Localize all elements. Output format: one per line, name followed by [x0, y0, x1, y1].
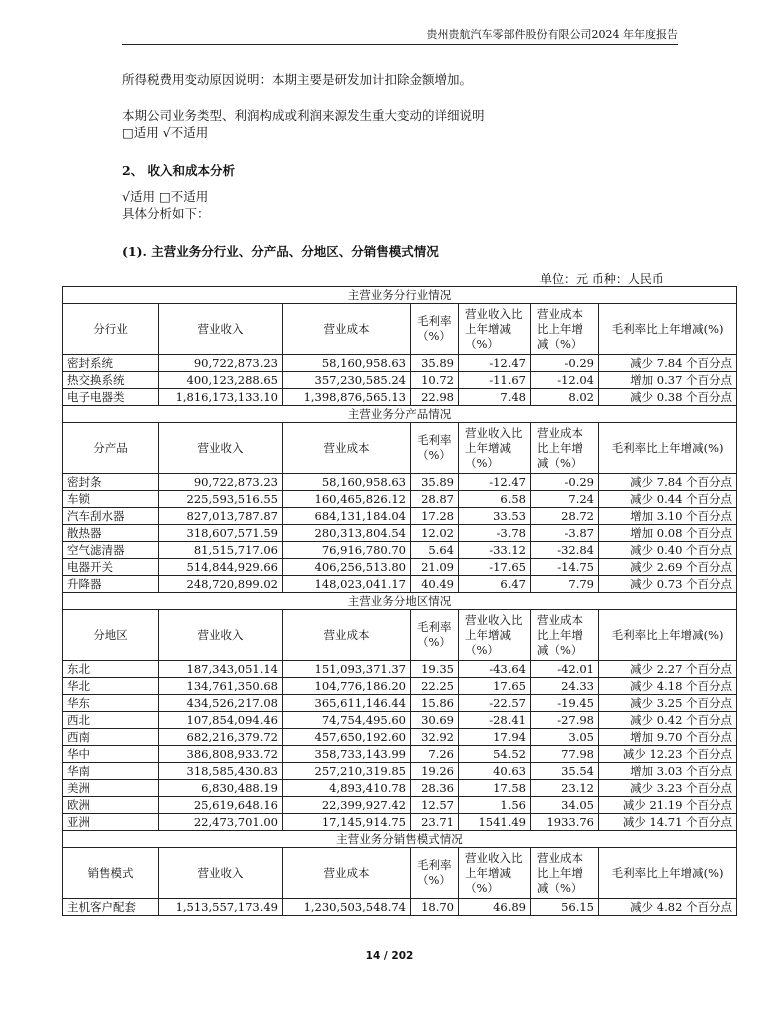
revenue-change-cell: 1.56 — [459, 797, 531, 814]
cost-cell: 365,611,146.44 — [283, 695, 411, 712]
cost-cell: 1,398,876,565.13 — [283, 389, 411, 406]
row-label: 华北 — [63, 678, 159, 695]
revenue-cell: 827,013,787.87 — [159, 508, 283, 525]
revenue-change-cell: -22.57 — [459, 695, 531, 712]
row-label: 车锁 — [63, 491, 159, 508]
revenue-cell: 225,593,516.55 — [159, 491, 283, 508]
margin-change-cell: 减少 7.84 个百分点 — [599, 355, 737, 372]
row-label: 升降器 — [63, 576, 159, 593]
revenue-change-cell: -17.65 — [459, 559, 531, 576]
margin-change-cell: 减少 0.42 个百分点 — [599, 712, 737, 729]
cost-header: 营业成本 — [283, 423, 411, 474]
table-row — [63, 695, 737, 712]
dimension-header: 分行业 — [63, 304, 159, 355]
cost-cell: 684,131,184.04 — [283, 508, 411, 525]
cost-change-cell: -42.01 — [531, 661, 599, 678]
cost-change-cell: -3.87 — [531, 525, 599, 542]
margin-change-cell: 减少 3.23 个百分点 — [599, 780, 737, 797]
cost-cell: 1,230,503,548.74 — [283, 899, 411, 916]
revenue-cell: 1,816,173,133.10 — [159, 389, 283, 406]
revenue-header: 营业收入 — [159, 423, 283, 474]
revenue-cell: 107,854,094.46 — [159, 712, 283, 729]
row-label: 主机客户配套 — [63, 899, 159, 916]
cost-cell: 148,023,041.17 — [283, 576, 411, 593]
cost-change-cell: -0.29 — [531, 355, 599, 372]
revenue-cell: 6,830,488.19 — [159, 780, 283, 797]
cost-change-cell: 56.15 — [531, 899, 599, 916]
dimension-header: 分地区 — [63, 610, 159, 661]
table-row — [63, 661, 737, 678]
table-row — [63, 508, 737, 525]
subsection-title: (1). 主营业务分行业、分产品、分地区、分销售模式情况 — [122, 244, 439, 259]
margin-cell: 32.92 — [411, 729, 459, 746]
margin-cell: 35.89 — [411, 355, 459, 372]
revenue-change-cell: 1541.49 — [459, 814, 531, 831]
revenue-change-cell: -43.64 — [459, 661, 531, 678]
margin-header: 毛利率（%） — [411, 848, 459, 899]
cost-change-cell: 24.33 — [531, 678, 599, 695]
row-label: 密封条 — [63, 474, 159, 491]
cost-change-cell: 35.54 — [531, 763, 599, 780]
margin-cell: 21.09 — [411, 559, 459, 576]
cost-change-cell: -27.98 — [531, 712, 599, 729]
margin-cell: 10.72 — [411, 372, 459, 389]
analysis-intro: 具体分析如下： — [122, 206, 210, 221]
revenue-change-cell: 17.58 — [459, 780, 531, 797]
dimension-header: 销售模式 — [63, 848, 159, 899]
cost-header: 营业成本 — [283, 610, 411, 661]
table-row — [63, 559, 737, 576]
margin-change-cell: 减少 7.84 个百分点 — [599, 474, 737, 491]
row-label: 密封系统 — [63, 355, 159, 372]
margin-change-cell: 增加 3.03 个百分点 — [599, 763, 737, 780]
revenue-cell: 400,123,288.65 — [159, 372, 283, 389]
revenue-cell: 22,473,701.00 — [159, 814, 283, 831]
margin-cell: 28.87 — [411, 491, 459, 508]
revenue-cell: 187,343,051.14 — [159, 661, 283, 678]
main-business-table — [62, 286, 737, 916]
table-row — [63, 746, 737, 763]
cost-change-cell: 34.05 — [531, 797, 599, 814]
row-label: 西北 — [63, 712, 159, 729]
margin-cell: 7.26 — [411, 746, 459, 763]
margin-change-header: 毛利率比上年增减(%) — [599, 304, 737, 355]
row-label: 电器开关 — [63, 559, 159, 576]
cost-change-cell: 3.05 — [531, 729, 599, 746]
major-change-choice: □适用 √不适用 — [122, 125, 209, 140]
revenue-cell: 514,844,929.66 — [159, 559, 283, 576]
margin-header: 毛利率（%） — [411, 423, 459, 474]
margin-cell: 5.64 — [411, 542, 459, 559]
page-number: 14 / 202 — [365, 950, 414, 962]
table-header-row — [63, 848, 737, 899]
margin-change-cell: 增加 3.10 个百分点 — [599, 508, 737, 525]
cost-cell: 58,160,958.63 — [283, 474, 411, 491]
revenue-header: 营业收入 — [159, 610, 283, 661]
table-header-row — [63, 304, 737, 355]
revenue-change-cell: -3.78 — [459, 525, 531, 542]
cost-change-cell: -0.29 — [531, 474, 599, 491]
cost-cell: 457,650,192.60 — [283, 729, 411, 746]
section-title-row: 主营业务分产品情况 — [63, 406, 737, 423]
revenue-cell: 318,585,430.83 — [159, 763, 283, 780]
table-row — [63, 491, 737, 508]
cost-change-cell: -14.75 — [531, 559, 599, 576]
row-label: 欧洲 — [63, 797, 159, 814]
row-label: 华东 — [63, 695, 159, 712]
cost-change-cell: -19.45 — [531, 695, 599, 712]
cost-cell: 22,399,927.42 — [283, 797, 411, 814]
margin-cell: 22.98 — [411, 389, 459, 406]
cost-cell: 151,093,371.37 — [283, 661, 411, 678]
cost-header: 营业成本 — [283, 848, 411, 899]
cost-change-cell: 28.72 — [531, 508, 599, 525]
cost-cell: 280,313,804.54 — [283, 525, 411, 542]
margin-cell: 22.25 — [411, 678, 459, 695]
table-row — [63, 797, 737, 814]
revenue-change-cell: -12.47 — [459, 355, 531, 372]
cost-cell: 357,230,585.24 — [283, 372, 411, 389]
cost-cell: 104,776,186.20 — [283, 678, 411, 695]
revenue-change-header: 营业收入比上年增减（%） — [459, 610, 531, 661]
table-header-row — [63, 610, 737, 661]
revenue-cell: 682,216,379.72 — [159, 729, 283, 746]
major-change-text: 本期公司业务类型、利润构成或利润来源发生重大变动的详细说明 — [122, 108, 485, 123]
cost-change-cell: 1933.76 — [531, 814, 599, 831]
table-row — [63, 729, 737, 746]
row-label: 美洲 — [63, 780, 159, 797]
cost-header: 营业成本 — [283, 304, 411, 355]
margin-change-cell: 减少 3.25 个百分点 — [599, 695, 737, 712]
margin-cell: 40.49 — [411, 576, 459, 593]
row-label: 空气滤清器 — [63, 542, 159, 559]
revenue-cell: 248,720,899.02 — [159, 576, 283, 593]
margin-change-cell: 减少 4.82 个百分点 — [599, 899, 737, 916]
margin-change-header: 毛利率比上年增减(%) — [599, 423, 737, 474]
margin-cell: 35.89 — [411, 474, 459, 491]
table-row — [63, 372, 737, 389]
margin-change-cell: 减少 21.19 个百分点 — [599, 797, 737, 814]
revenue-cell: 90,722,873.23 — [159, 474, 283, 491]
margin-change-cell: 减少 14.71 个百分点 — [599, 814, 737, 831]
margin-cell: 23.71 — [411, 814, 459, 831]
table-row — [63, 474, 737, 491]
row-label: 散热器 — [63, 525, 159, 542]
cost-change-cell: 77.98 — [531, 746, 599, 763]
row-label: 西南 — [63, 729, 159, 746]
section-title: 2、 收入和成本分析 — [122, 163, 236, 178]
cost-cell: 74,754,495.60 — [283, 712, 411, 729]
margin-change-cell: 减少 2.27 个百分点 — [599, 661, 737, 678]
cost-cell: 58,160,958.63 — [283, 355, 411, 372]
cost-cell: 17,145,914.75 — [283, 814, 411, 831]
row-label: 华中 — [63, 746, 159, 763]
cost-cell: 257,210,319.85 — [283, 763, 411, 780]
table-row — [63, 389, 737, 406]
table-row — [63, 763, 737, 780]
margin-change-cell: 减少 4.18 个百分点 — [599, 678, 737, 695]
table-row — [63, 678, 737, 695]
row-label: 电子电器类 — [63, 389, 159, 406]
margin-change-cell: 增加 0.08 个百分点 — [599, 525, 737, 542]
margin-header: 毛利率（%） — [411, 610, 459, 661]
revenue-change-cell: -12.47 — [459, 474, 531, 491]
revenue-cell: 90,722,873.23 — [159, 355, 283, 372]
revenue-cell: 1,513,557,173.49 — [159, 899, 283, 916]
revenue-change-cell: -11.67 — [459, 372, 531, 389]
margin-cell: 19.35 — [411, 661, 459, 678]
cost-change-cell: 7.79 — [531, 576, 599, 593]
section-title-row: 主营业务分销售模式情况 — [63, 831, 737, 848]
margin-change-header: 毛利率比上年增减(%) — [599, 848, 737, 899]
cost-cell: 358,733,143.99 — [283, 746, 411, 763]
revenue-change-cell: 40.63 — [459, 763, 531, 780]
margin-cell: 28.36 — [411, 780, 459, 797]
cost-change-cell: 7.24 — [531, 491, 599, 508]
table-row — [63, 355, 737, 372]
margin-cell: 12.57 — [411, 797, 459, 814]
revenue-change-header: 营业收入比上年增减（%） — [459, 848, 531, 899]
section-choice: √适用 □不适用 — [122, 189, 209, 204]
section-title-row: 主营业务分行业情况 — [63, 287, 737, 304]
revenue-change-cell: -33.12 — [459, 542, 531, 559]
margin-change-cell: 减少 2.69 个百分点 — [599, 559, 737, 576]
revenue-cell: 434,526,217.08 — [159, 695, 283, 712]
revenue-change-cell: 46.89 — [459, 899, 531, 916]
cost-change-header: 营业成本比上年增减（%） — [531, 848, 599, 899]
table-row — [63, 525, 737, 542]
revenue-header: 营业收入 — [159, 848, 283, 899]
margin-cell: 18.70 — [411, 899, 459, 916]
revenue-cell: 25,619,648.16 — [159, 797, 283, 814]
cost-change-header: 营业成本比上年增减（%） — [531, 610, 599, 661]
table-row — [63, 542, 737, 559]
table-row — [63, 899, 737, 916]
cost-cell: 160,465,826.12 — [283, 491, 411, 508]
margin-change-cell: 减少 0.40 个百分点 — [599, 542, 737, 559]
table-row — [63, 576, 737, 593]
revenue-cell: 386,808,933.72 — [159, 746, 283, 763]
revenue-cell: 134,761,350.68 — [159, 678, 283, 695]
revenue-cell: 318,607,571.59 — [159, 525, 283, 542]
unit-currency-line: 单位：元 币种：人民币 — [540, 272, 664, 286]
cost-change-header: 营业成本比上年增减（%） — [531, 423, 599, 474]
cost-change-cell: 8.02 — [531, 389, 599, 406]
section-title-row: 主营业务分地区情况 — [63, 593, 737, 610]
margin-change-header: 毛利率比上年增减(%) — [599, 610, 737, 661]
revenue-change-cell: 7.48 — [459, 389, 531, 406]
row-label: 汽车刮水器 — [63, 508, 159, 525]
revenue-change-cell: 54.52 — [459, 746, 531, 763]
cost-change-cell: 23.12 — [531, 780, 599, 797]
margin-change-cell: 减少 12.23 个百分点 — [599, 746, 737, 763]
margin-change-cell: 减少 0.44 个百分点 — [599, 491, 737, 508]
margin-change-cell: 减少 0.73 个百分点 — [599, 576, 737, 593]
revenue-change-cell: 6.47 — [459, 576, 531, 593]
cost-change-header: 营业成本比上年增减（%） — [531, 304, 599, 355]
table-row — [63, 814, 737, 831]
row-label: 亚洲 — [63, 814, 159, 831]
table-row — [63, 780, 737, 797]
revenue-change-cell: 6.58 — [459, 491, 531, 508]
margin-cell: 17.28 — [411, 508, 459, 525]
margin-cell: 19.26 — [411, 763, 459, 780]
margin-change-cell: 增加 0.37 个百分点 — [599, 372, 737, 389]
margin-change-cell: 减少 0.38 个百分点 — [599, 389, 737, 406]
dimension-header: 分产品 — [63, 423, 159, 474]
cost-change-cell: -32.84 — [531, 542, 599, 559]
revenue-change-header: 营业收入比上年增减（%） — [459, 423, 531, 474]
cost-cell: 4,893,410.78 — [283, 780, 411, 797]
table-row — [63, 712, 737, 729]
revenue-change-cell: 33.53 — [459, 508, 531, 525]
table-header-row — [63, 423, 737, 474]
page-header: 贵州贵航汽车零部件股份有限公司2024 年年度报告 — [122, 28, 678, 45]
revenue-cell: 81,515,717.06 — [159, 542, 283, 559]
margin-cell: 15.86 — [411, 695, 459, 712]
margin-cell: 12.02 — [411, 525, 459, 542]
margin-cell: 30.69 — [411, 712, 459, 729]
revenue-change-cell: 17.94 — [459, 729, 531, 746]
cost-cell: 76,916,780.70 — [283, 542, 411, 559]
row-label: 东北 — [63, 661, 159, 678]
revenue-change-cell: 17.65 — [459, 678, 531, 695]
revenue-change-header: 营业收入比上年增减（%） — [459, 304, 531, 355]
margin-header: 毛利率（%） — [411, 304, 459, 355]
row-label: 热交换系统 — [63, 372, 159, 389]
cost-cell: 406,256,513.80 — [283, 559, 411, 576]
cost-change-cell: -12.04 — [531, 372, 599, 389]
revenue-change-cell: -28.41 — [459, 712, 531, 729]
row-label: 华南 — [63, 763, 159, 780]
revenue-header: 营业收入 — [159, 304, 283, 355]
tax-reason-text: 所得税费用变动原因说明：本期主要是研发加计扣除金额增加。 — [122, 72, 473, 87]
margin-change-cell: 增加 9.70 个百分点 — [599, 729, 737, 746]
